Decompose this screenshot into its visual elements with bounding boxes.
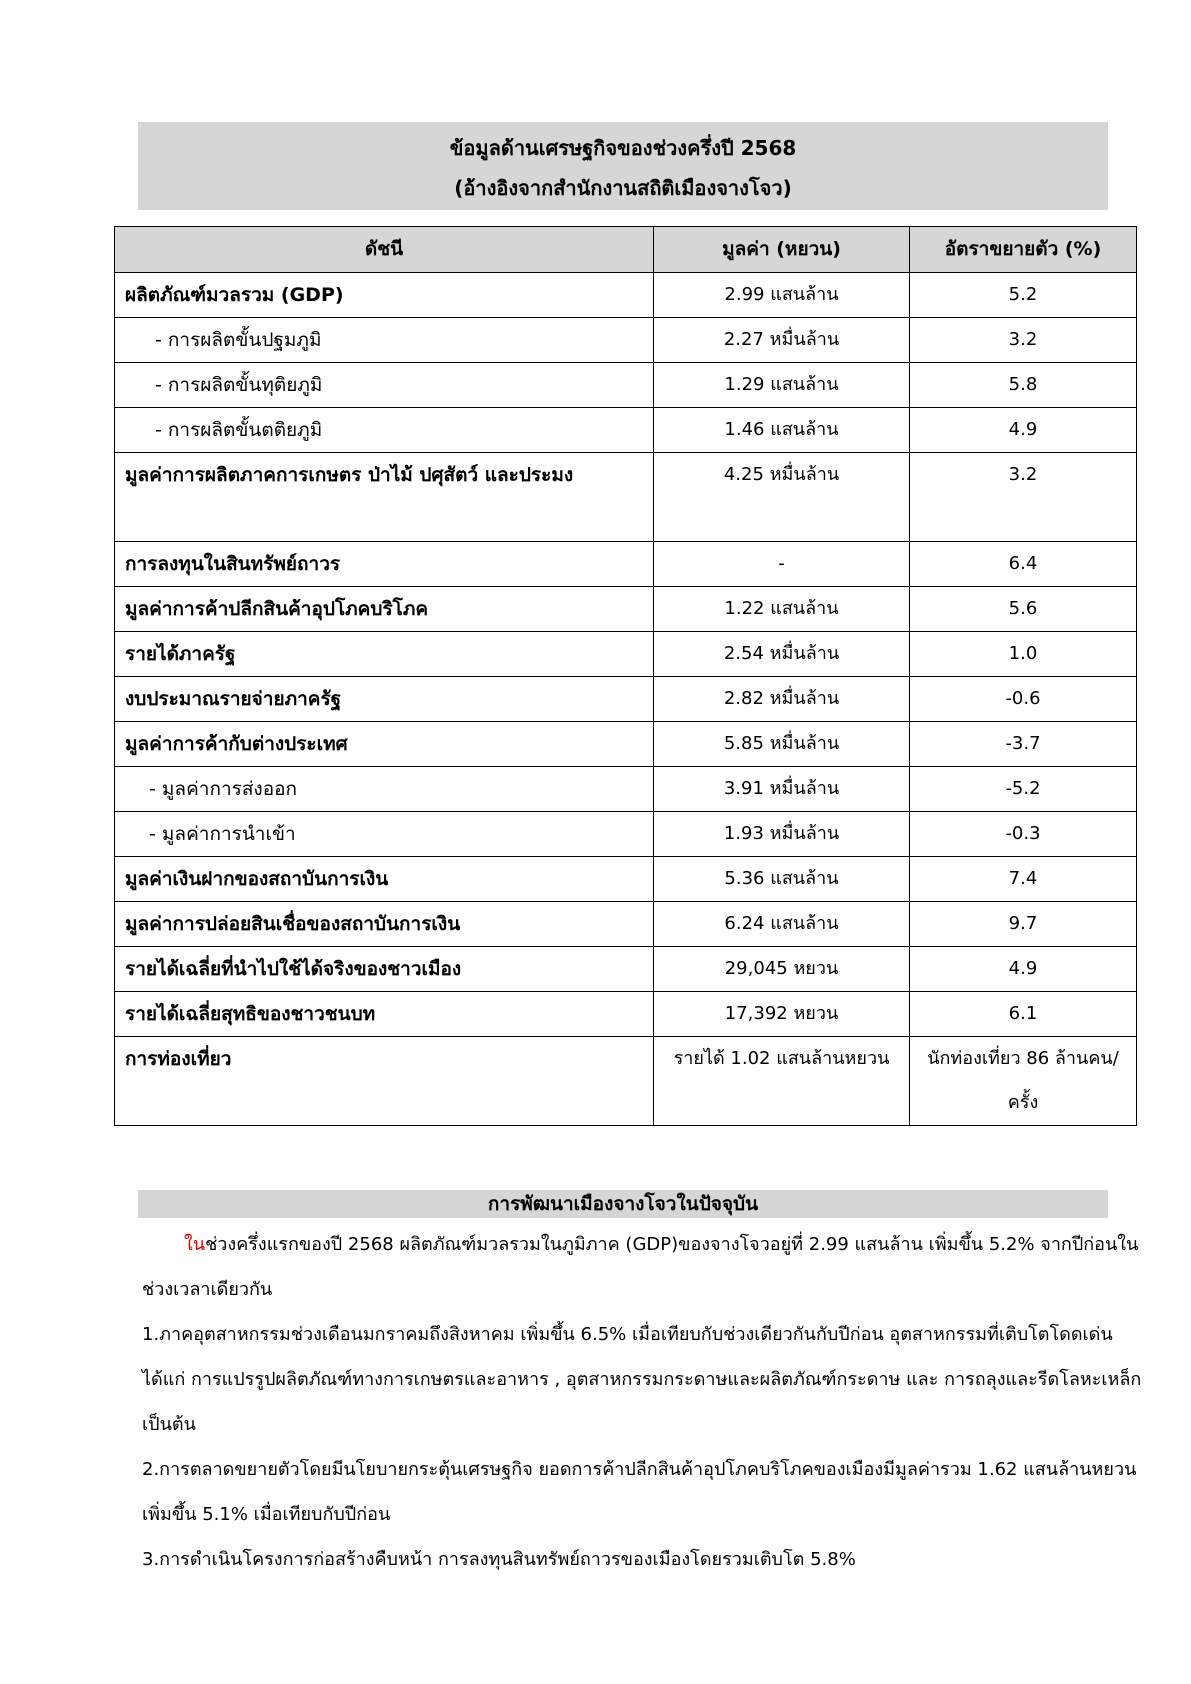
value-cell: 4.25 หมื่นล้าน (654, 453, 910, 542)
table-row (115, 453, 1137, 542)
indicator-cell: รายได้เฉลี่ยที่นำไปใช้ได้จริงของชาวเมือง (115, 947, 654, 992)
indicator-cell: รายได้เฉลี่ยสุทธิของชาวชนบท (115, 992, 654, 1037)
table-row (115, 1037, 1137, 1126)
rate-cell: นักท่องเที่ยว 86 ล้านคน/ครั้ง (910, 1037, 1137, 1126)
indicator-cell: ผลิตภัณฑ์มวลรวม (GDP) (115, 273, 654, 318)
value-cell: 1.93 หมื่นล้าน (654, 812, 910, 857)
indicator-cell: - การผลิตขั้นทุติยภูมิ (115, 363, 654, 408)
indicator-cell: มูลค่าการค้าปลีกสินค้าอุปโภคบริโภค (115, 587, 654, 632)
value-cell: - (654, 542, 910, 587)
section-title: การพัฒนาเมืองจางโจวในปัจจุบัน (138, 1190, 1108, 1218)
value-cell: 29,045 หยวน (654, 947, 910, 992)
table-row (115, 363, 1137, 408)
indicator-cell: มูลค่าการผลิตภาคการเกษตร ป่าไม้ ปศุสัตว์ และประมง (115, 453, 654, 542)
table-header-row (115, 227, 1137, 273)
rate-cell: 3.2 (910, 453, 1137, 542)
value-cell: 1.46 แสนล้าน (654, 408, 910, 453)
indicator-cell: งบประมาณรายจ่ายภาครัฐ (115, 677, 654, 722)
value-cell: 17,392 หยวน (654, 992, 910, 1037)
value-cell: 1.22 แสนล้าน (654, 587, 910, 632)
paragraph-market: 2.การตลาดขยายตัวโดยมีนโยบายกระตุ้นเศรษฐกิจ ยอดการค้าปลีกสินค้าอุปโภคบริโภคของเมืองมีมูลค่ารวม 1.62 แสนล้านหยวน เพิ่มขึ้น 5.1% เมื่อเทียบกับปีก่อน (142, 1459, 1137, 1525)
document-title: ข้อมูลด้านเศรษฐกิจของช่วงครึ่งปี 2568 (449, 136, 797, 160)
value-cell: 2.54 หมื่นล้าน (654, 632, 910, 677)
indicator-cell: มูลค่าการปล่อยสินเชื่อของสถาบันการเงิน (115, 902, 654, 947)
table-row (115, 587, 1137, 632)
value-cell: 2.82 หมื่นล้าน (654, 677, 910, 722)
rate-cell: 6.4 (910, 542, 1137, 587)
intro-paragraph (142, 1222, 1142, 1312)
table-row (115, 812, 1137, 857)
table-row (115, 542, 1137, 587)
rate-cell: -0.3 (910, 812, 1137, 857)
indicator-cell: การท่องเที่ยว (115, 1037, 654, 1126)
value-cell: 2.99 แสนล้าน (654, 273, 910, 318)
value-cell: 2.27 หมื่นล้าน (654, 318, 910, 363)
document-title-box (138, 122, 1108, 210)
rate-cell: 1.0 (910, 632, 1137, 677)
indicator-cell: - มูลค่าการส่งออก (115, 767, 654, 812)
indicator-cell: รายได้ภาครัฐ (115, 632, 654, 677)
value-cell: 5.36 แสนล้าน (654, 857, 910, 902)
rate-cell: 6.1 (910, 992, 1137, 1037)
rate-cell: -5.2 (910, 767, 1137, 812)
rate-cell: -3.7 (910, 722, 1137, 767)
economic-data-table (114, 226, 1137, 1126)
rate-cell: 5.8 (910, 363, 1137, 408)
table-row (115, 857, 1137, 902)
table-row (115, 273, 1137, 318)
rate-cell: 9.7 (910, 902, 1137, 947)
header-rate: อัตราขยายตัว (%) (910, 227, 1137, 273)
indicator-cell: - การผลิตขั้นตติยภูมิ (115, 408, 654, 453)
indicator-cell: - การผลิตขั้นปฐมภูมิ (115, 318, 654, 363)
table-row (115, 902, 1137, 947)
table-row (115, 632, 1137, 677)
value-cell: รายได้ 1.02 แสนล้านหยวน (654, 1037, 910, 1126)
rate-cell: 3.2 (910, 318, 1137, 363)
indicator-cell: มูลค่าการค้ากับต่างประเทศ (115, 722, 654, 767)
table-row (115, 408, 1137, 453)
rate-cell: -0.6 (910, 677, 1137, 722)
table-row (115, 318, 1137, 363)
table-row (115, 992, 1137, 1037)
table-row (115, 677, 1137, 722)
header-value: มูลค่า (หยวน) (654, 227, 910, 273)
header-indicator: ดัชนี (115, 227, 654, 273)
paragraph-industry: 1.ภาคอุตสาหกรรมช่วงเดือนมกราคมถึงสิงหาคม เพิ่มขึ้น 6.5% เมื่อเทียบกับช่วงเดียวกันกับปีก่อน อุตสาหกรรมที่เติบโตโดดเด่น ได้แก่ การแปรรูปผลิตภัณฑ์ทางการเกษตรและอาหาร , อุตสาหกรรมกระดาษและผลิตภัณฑ์กระดาษ และ การถลุงและรีดโลหะเหล็ก เป็นต้น (142, 1324, 1142, 1435)
intro-text: ช่วงครึ่งแรกของปี 2568 ผลิตภัณฑ์มวลรวมในภูมิภาค (GDP)ของจางโจวอยู่ที่ 2.99 แสนล้าน เพิ่มขึ้น 5.2% จากปีก่อนในช่วงเวลาเดียวกัน (142, 1234, 1139, 1300)
value-cell: 3.91 หมื่นล้าน (654, 767, 910, 812)
intro-highlight: ใน (184, 1234, 206, 1255)
table-row (115, 767, 1137, 812)
rate-cell: 5.2 (910, 273, 1137, 318)
value-cell: 6.24 แสนล้าน (654, 902, 910, 947)
value-cell: 1.29 แสนล้าน (654, 363, 910, 408)
rate-cell: 4.9 (910, 408, 1137, 453)
indicator-cell: การลงทุนในสินทรัพย์ถาวร (115, 542, 654, 587)
table-row (115, 722, 1137, 767)
table-row (115, 947, 1137, 992)
document-subtitle: (อ้างอิงจากสำนักงานสถิติเมืองจางโจว) (454, 176, 792, 200)
rate-cell: 4.9 (910, 947, 1137, 992)
rate-cell: 7.4 (910, 857, 1137, 902)
rate-cell: 5.6 (910, 587, 1137, 632)
value-cell: 5.85 หมื่นล้าน (654, 722, 910, 767)
paragraph-investment: 3.การดำเนินโครงการก่อสร้างคืบหน้า การลงทุนสินทรัพย์ถาวรของเมืองโดยรวมเติบโต 5.8% (142, 1549, 856, 1570)
indicator-cell: มูลค่าเงินฝากของสถาบันการเงิน (115, 857, 654, 902)
indicator-cell: - มูลค่าการนำเข้า (115, 812, 654, 857)
